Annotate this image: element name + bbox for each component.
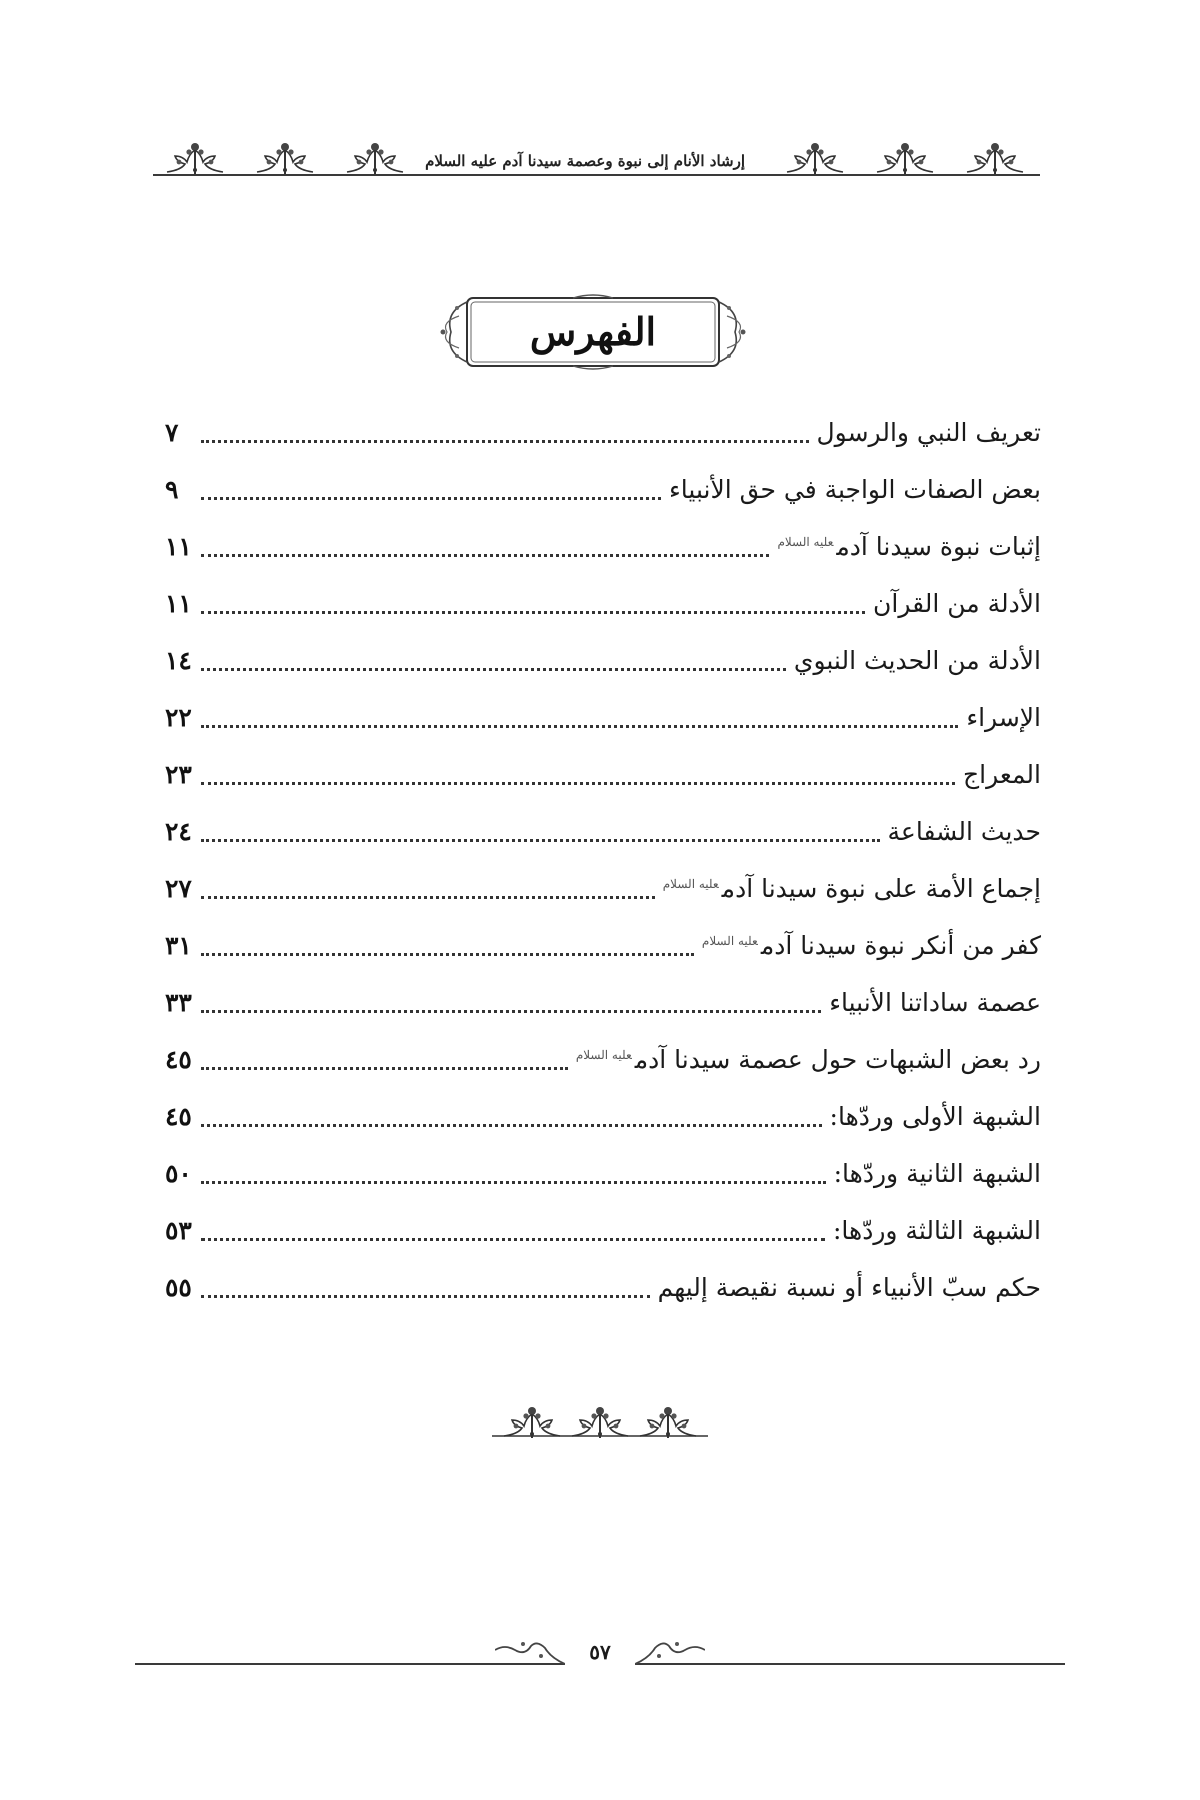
honorific: عليه السلام <box>662 876 719 891</box>
toc-entry-title-text: الأدلة من القرآن <box>873 589 1041 618</box>
toc-entry-title <box>827 1216 1041 1245</box>
toc-entry-page-number: ٧ <box>165 418 179 447</box>
toc-entry-page-number: ٩ <box>165 475 179 504</box>
dot-leader <box>201 839 880 842</box>
toc-entry-title <box>882 817 1041 846</box>
toc-entry-page-number: ٣٣ <box>165 988 192 1017</box>
toc-entry-title-text: حديث الشفاعة <box>887 817 1041 846</box>
honorific: عليه السلام <box>701 933 758 948</box>
toc-entry[interactable] <box>165 860 1041 917</box>
page-number: ٥٧ <box>565 1638 635 1666</box>
toc-entry-page-number: ١١ <box>165 589 192 618</box>
toc-entry-title-text: عصمة ساداتنا الأنبياء <box>829 988 1041 1017</box>
toc-entry-page-number: ٥٥ <box>165 1273 192 1302</box>
toc-entry[interactable] <box>165 1031 1041 1088</box>
toc-entry[interactable] <box>165 575 1041 632</box>
toc-entry-page-number: ٢٢ <box>165 703 192 732</box>
toc-entry-title-text: الإسراء <box>966 703 1041 732</box>
dot-leader <box>201 953 694 956</box>
toc-entry-title-text: الشبهة الثانية وردّها: <box>833 1159 1041 1188</box>
dot-leader <box>201 611 865 614</box>
toc-entry-page-number: ١٤ <box>165 646 192 675</box>
toc-entry-title <box>652 1273 1041 1302</box>
toc-entry-title-text: إجماع الأمة على نبوة سيدنا آدم <box>721 874 1041 903</box>
toc-entry-title-text: رد بعض الشبهات حول عصمة سيدنا آدم <box>634 1045 1041 1074</box>
dot-leader <box>201 782 955 785</box>
toc-entry-title <box>570 1045 1041 1074</box>
toc-entry-title-text: تعريف النبي والرسول <box>816 418 1041 447</box>
toc-entry-title <box>824 1102 1041 1131</box>
toc-entry-title <box>828 1159 1041 1188</box>
header-ornament-icon <box>253 140 317 176</box>
toc-entry[interactable] <box>165 746 1041 803</box>
honorific: عليه السلام <box>575 1047 632 1062</box>
toc-entry[interactable] <box>165 1259 1041 1316</box>
toc-entry-title <box>771 532 1041 561</box>
dot-leader <box>201 1010 821 1013</box>
toc-entry-title <box>696 931 1041 960</box>
toc-entry-page-number: ٤٥ <box>165 1045 192 1074</box>
toc-entry-title-text: الشبهة الأولى وردّها: <box>829 1102 1041 1131</box>
dot-leader <box>201 1124 822 1127</box>
toc-entry[interactable] <box>165 974 1041 1031</box>
dot-leader <box>201 896 655 899</box>
honorific: عليه السلام <box>777 534 834 549</box>
section-end-ornament-icon <box>492 1404 708 1440</box>
toc-entry-title <box>960 703 1041 732</box>
running-header-title: إرشاد الأنام إلى نبوة وعصمة سيدنا آدم عليه السلام <box>425 152 745 170</box>
toc-entry-title <box>811 418 1042 447</box>
dot-leader <box>201 497 661 500</box>
table-of-contents <box>165 404 1041 1316</box>
toc-entry-title-text: الأدلة من الحديث النبوي <box>793 646 1041 675</box>
toc-entry[interactable] <box>165 461 1041 518</box>
footer-right-flourish-icon <box>635 1636 705 1666</box>
dot-leader <box>201 1181 826 1184</box>
toc-entry[interactable] <box>165 632 1041 689</box>
toc-entry-page-number: ٥٠ <box>165 1159 192 1188</box>
toc-entry-page-number: ١١ <box>165 532 192 561</box>
toc-entry[interactable] <box>165 1145 1041 1202</box>
toc-entry[interactable] <box>165 1088 1041 1145</box>
header-ornament-icon <box>963 140 1027 176</box>
header-ornament-icon <box>163 140 227 176</box>
toc-entry-title <box>657 874 1041 903</box>
toc-entry-title <box>867 589 1041 618</box>
toc-entry-page-number: ٢٤ <box>165 817 192 846</box>
toc-entry-page-number: ٥٣ <box>165 1216 192 1245</box>
toc-entry-title <box>823 988 1041 1017</box>
toc-entry-page-number: ٢٧ <box>165 874 192 903</box>
toc-entry-title-text: إثبات نبوة سيدنا آدم <box>836 532 1041 561</box>
toc-entry-page-number: ٤٥ <box>165 1102 192 1131</box>
header-ornament-icon <box>873 140 937 176</box>
dot-leader <box>201 1295 650 1298</box>
header-ornament-icon <box>783 140 847 176</box>
toc-entry-title-text: المعراج <box>963 760 1041 789</box>
header-ornament-icon <box>343 140 407 176</box>
toc-entry-title-text: كفر من أنكر نبوة سيدنا آدم <box>760 931 1041 960</box>
toc-entry-title <box>957 760 1041 789</box>
toc-entry-title <box>663 475 1041 504</box>
toc-entry-page-number: ٢٣ <box>165 760 192 789</box>
footer-left-flourish-icon <box>495 1636 565 1666</box>
toc-entry-title <box>788 646 1041 675</box>
page-title: الفهرس <box>529 309 657 354</box>
dot-leader <box>201 440 809 443</box>
dot-leader <box>201 554 769 557</box>
toc-entry-title-text: حكم سبّ الأنبياء أو نسبة نقيصة إليهم <box>657 1273 1041 1302</box>
toc-entry[interactable] <box>165 803 1041 860</box>
toc-entry-title-text: بعض الصفات الواجبة في حق الأنبياء <box>669 475 1041 504</box>
dot-leader <box>201 725 958 728</box>
dot-leader <box>201 1238 825 1241</box>
toc-entry[interactable] <box>165 689 1041 746</box>
toc-entry-page-number: ٣١ <box>165 931 192 960</box>
toc-entry[interactable] <box>165 518 1041 575</box>
dot-leader <box>201 1067 568 1070</box>
toc-entry[interactable] <box>165 404 1041 461</box>
toc-entry[interactable] <box>165 1202 1041 1259</box>
dot-leader <box>201 668 786 671</box>
toc-entry[interactable] <box>165 917 1041 974</box>
toc-entry-title-text: الشبهة الثالثة وردّها: <box>832 1216 1041 1245</box>
